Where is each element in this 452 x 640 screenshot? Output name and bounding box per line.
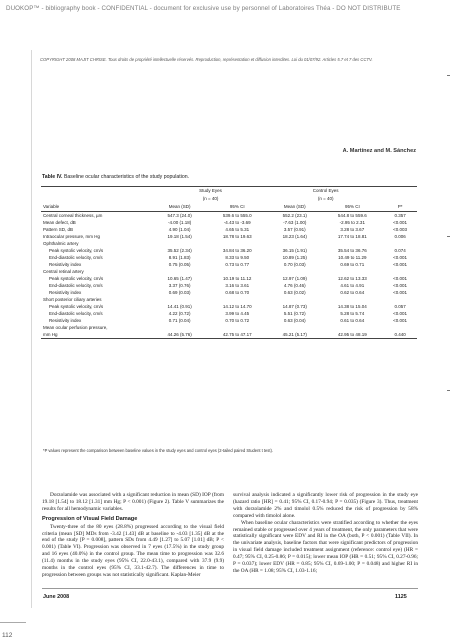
table-row — [41, 317, 417, 324]
control-ci-cell: 17.74 to 18.81 — [337, 234, 367, 239]
p-value-cell: 0.006 — [394, 234, 406, 239]
study-ci-cell: 0.68 to 0.70 — [225, 290, 250, 295]
study-mean-cell: 14.41 (0.91) — [167, 304, 192, 309]
study-ci-cell — [206, 268, 268, 275]
paragraph: survival analysis indicated a significantly lower risk of progression in the study eye (hazard ratio [HR] = 0.41; 95% CI, 0.17-0.94; P = 0.035) (Figure 3). Thus, treatment with dorzolamide 2% and timolol 0.5% reduced the risk of progression by 58% compared with timolol alone. — [233, 492, 418, 519]
control-ci-cell: 0.61 to 0.64 — [340, 318, 365, 323]
study-mean-cell: 35.52 (2.34) — [167, 248, 192, 253]
table-row — [41, 310, 417, 317]
p-value-cell — [383, 324, 417, 331]
n-control: (n = 40) — [317, 195, 334, 201]
p-value-cell: <0.001 — [393, 311, 408, 316]
control-mean-cell: 36.15 (1.91) — [282, 248, 307, 253]
p-value-cell — [383, 296, 417, 303]
margin-tick — [447, 236, 450, 237]
column-header: Variable — [41, 202, 153, 212]
study-ci-cell: 3.16 to 3.61 — [225, 283, 250, 288]
table-row — [41, 240, 417, 247]
control-mean-cell: 4.76 (0.46) — [283, 283, 306, 288]
paragraph: Twenty-three of the 80 eyes (28.8%) progressed according to the visual field criteria (mean [SD] MDs from -3.42 [1.43] dB at baseline to -4.03 [1.35] dB at the end of the study [P = 0.008], pattern SDs from 4.49 [1.27] to 5.07 [1.01] dB; P < 0.001) (Table VI). Progression was observed in 7 eyes (17.5%) in the study group and 16 eyes (40.0%) in the control group. The mean time to progression was 32.6 (11.4) months in the study eyes (95% CI, 22.0-43.1), compared with 37.9 (9.9) months in the control eyes (95% CI, 33.1-42.7). The differences in time to progression between groups was not statistically significant. Kaplan-Meier — [42, 523, 224, 578]
study-mean-cell: 4.22 (0.72) — [168, 311, 191, 316]
study-mean-cell: 0.71 (0.04) — [168, 318, 191, 323]
study-mean-cell — [153, 240, 206, 247]
study-ci-cell: 14.12 to 14.70 — [222, 304, 252, 309]
control-ci-cell: 14.38 to 15.04 — [337, 304, 367, 309]
control-mean-cell — [268, 324, 321, 331]
study-mean-cell: 0.75 (0.05) — [168, 262, 191, 267]
table-row — [41, 254, 417, 261]
study-mean-cell: -4.00 (1.18) — [168, 220, 192, 225]
variable-cell: Central corneal thickness, µm — [43, 213, 103, 218]
running-head-authors: A. Martínez and M. Sánchez — [342, 148, 416, 154]
table-caption — [42, 174, 189, 180]
group-control-eyes: Control Eyes — [268, 187, 383, 195]
table-footnote: *P values represent the comparison between baseline values in the study eyes and control eyes (2-tailed paired Student t test). — [43, 448, 273, 453]
study-ci-cell: 539.6 to 555.0 — [222, 213, 252, 218]
control-ci-cell — [321, 240, 383, 247]
paragraph: When baseline ocular characteristics were stratified according to whether the eyes remained stable or progressed over 4 years of treatment, the only parameters that were statistically significant were EDV and RI in the OA (both, P < 0.001) (Table VII). In the univariate analysis, baseline factors that were significant predictors of progression in visual field damage included treatment assignment (reference: control eye) (HR = 0.47; 95% CI, 0.25-0.86; P = 0.015); lower mean IOP (HR = 0.51; 95% CI, 0.27-0.96; P = 0.037); lower EDV (HR = 0.85; 95% CI, 0.69-1.00; P = 0.048) and higher RI in the OA (HR = 1.08; 95% CI, 1.03-1.16; — [233, 519, 418, 574]
study-ci-cell: 0.70 to 0.72 — [225, 318, 250, 323]
control-mean-cell: 10.89 (1.25) — [282, 255, 307, 260]
study-mean-cell: 3.37 (0.76) — [168, 283, 191, 288]
column-header: Mean (SD) — [268, 202, 321, 212]
control-ci-cell — [321, 268, 383, 275]
confidential-banner: DUOKOP™ - bibliography book - CONFIDENTIAL - document for exclusive use by personnel of Laboratoires Théa - DO NOT DISTRIBUTE — [6, 5, 401, 12]
p-value-cell: 0.057 — [394, 304, 406, 309]
p-value-cell — [383, 268, 417, 275]
study-mean-cell: 4.90 (1.04) — [168, 227, 191, 232]
table-row — [41, 296, 417, 303]
variable-cell: mm Hg — [41, 331, 153, 339]
variable-cell: End-diastolic velocity, cm/s — [49, 255, 103, 260]
variable-cell: Intraocular pressure, mm Hg — [43, 234, 101, 239]
control-mean-cell: 14.87 (0.73) — [282, 304, 307, 309]
variable-cell: Resistivity index — [49, 262, 82, 267]
study-mean-cell — [153, 268, 206, 275]
study-ci-cell — [206, 296, 268, 303]
footer-rule — [42, 588, 418, 589]
p-value-cell: <0.001 — [393, 276, 408, 281]
study-mean-cell: 547.3 (24.0) — [167, 213, 192, 218]
copyright-notice: COPYRIGHT 2008 MAJIT CHRISE. Tous droits de propriété intellectuelle réservés. Reproduction, représentation et diffusion interdites. Loi du 01/07/92. Articles 5.7 et 7 des CCTV. — [40, 57, 373, 62]
table-row — [41, 226, 417, 233]
table-title: Baseline ocular characteristics of the study population. — [63, 174, 190, 180]
study-mean-cell: 19.18 (1.54) — [167, 234, 192, 239]
issue-date: June 2008 — [43, 594, 70, 600]
table-row — [41, 233, 417, 240]
table-row — [41, 275, 417, 282]
p-value-cell: <0.001 — [393, 262, 408, 267]
variable-cell: Resistivity index — [49, 290, 82, 295]
table-row — [41, 219, 417, 226]
n-study: (n = 40) — [202, 195, 219, 201]
variable-cell: Peak systolic velocity, cm/s — [49, 248, 104, 253]
table-row — [41, 331, 417, 339]
control-ci-cell: 0.62 to 0.64 — [340, 290, 365, 295]
table-row — [41, 261, 417, 268]
table-header-blank — [41, 187, 153, 195]
body-column-left — [42, 492, 224, 579]
variable-cell: Pattern SD, dB — [43, 227, 74, 232]
control-ci-cell: 544.8 to 559.6 — [337, 213, 367, 218]
control-mean-cell: 552.2 (23.1) — [282, 213, 307, 218]
study-ci-cell — [206, 240, 268, 247]
page-edge — [31, 50, 32, 608]
table-header-blank — [383, 187, 417, 195]
control-mean-cell: -7.63 (1.00) — [283, 220, 307, 225]
table-row — [41, 324, 417, 331]
p-value-cell: <0.001 — [393, 290, 408, 295]
baseline-characteristics-table — [41, 186, 417, 339]
paragraph: Dorzolamide was associated with a significant reduction in mean (SD) IOP (from 19.18 [1.54] to 18.12 [1.31] mm Hg; P < 0.001) (Figure 2). Table V summarizes the results for all hemodynamic variables. — [42, 492, 224, 512]
study-ci-cell — [206, 324, 268, 331]
study-mean-cell: 44.26 (5.76) — [153, 331, 206, 339]
control-mean-cell: 0.63 (0.04) — [283, 318, 306, 323]
column-header: 95% CI — [206, 202, 268, 212]
study-mean-cell: 8.91 (1.83) — [168, 255, 191, 260]
control-ci-cell: 42.95 to 48.19 — [321, 331, 383, 339]
study-ci-cell: 4.65 to 5.31 — [225, 227, 250, 232]
control-mean-cell: 0.70 (0.03) — [283, 262, 306, 267]
control-mean-cell — [268, 240, 321, 247]
control-mean-cell: 0.63 (0.02) — [283, 290, 306, 295]
body-column-right — [233, 492, 418, 575]
table-row — [41, 212, 417, 220]
study-ci-cell: 34.84 to 36.20 — [222, 248, 252, 253]
study-ci-cell: 3.99 to 4.45 — [225, 311, 250, 316]
control-mean-cell — [268, 268, 321, 275]
control-mean-cell: 5.51 (0.72) — [283, 311, 306, 316]
control-ci-cell: 10.49 to 11.29 — [338, 255, 367, 260]
variable-cell: Resistivity index — [49, 318, 82, 323]
p-value-cell: <0.003 — [393, 227, 408, 232]
control-ci-cell: 4.61 to 4.91 — [340, 283, 365, 288]
table-number: Table IV. — [42, 174, 63, 180]
book-page-number: 112 — [2, 632, 13, 639]
control-mean-cell: 18.23 (1.64) — [282, 234, 307, 239]
table-row — [41, 303, 417, 310]
p-value-cell: <0.001 — [393, 255, 408, 260]
control-mean-cell: 45.21 (5.17) — [268, 331, 321, 339]
control-ci-cell: -2.95 to 2.31 — [339, 220, 365, 225]
study-mean-cell: 0.69 (0.03) — [168, 290, 191, 295]
table-row — [41, 282, 417, 289]
p-value-cell: <0.001 — [393, 318, 408, 323]
p-value-cell: <0.001 — [393, 220, 408, 225]
table-body — [41, 212, 417, 339]
variable-cell: End-diastolic velocity, cm/s — [49, 311, 103, 316]
p-value-cell: <0.001 — [393, 283, 408, 288]
variable-cell: Peak systolic velocity, cm/s — [49, 304, 104, 309]
study-ci-cell: -4.43 to -3.69 — [223, 220, 251, 225]
page-number: 1125 — [395, 594, 407, 600]
control-ci-cell: 0.69 to 0.71 — [340, 262, 365, 267]
section-heading: Progression of Visual Field Damage — [42, 515, 138, 522]
p-value-cell: 0.074 — [394, 248, 406, 253]
control-mean-cell: 12.97 (1.09) — [282, 276, 307, 281]
variable-cell: Ophthalmic artery — [43, 241, 79, 246]
variable-cell: Peak systolic velocity, cm/s — [49, 276, 104, 281]
study-ci-cell: 0.73 to 0.77 — [225, 262, 250, 267]
control-ci-cell — [321, 324, 383, 331]
table-row — [41, 268, 417, 275]
control-ci-cell: 5.28 to 5.74 — [340, 311, 365, 316]
control-mean-cell: 3.57 (0.91) — [283, 227, 306, 232]
control-ci-cell: 35.54 to 36.76 — [337, 248, 367, 253]
study-ci-cell: 8.33 to 9.50 — [225, 255, 250, 260]
variable-cell: Short posterior ciliary arteries — [43, 297, 102, 302]
p-value-cell: 0.357 — [394, 213, 406, 218]
margin-tick — [447, 390, 450, 391]
control-ci-cell: 12.62 to 13.33 — [337, 276, 367, 281]
p-value-cell: 0.440 — [383, 331, 417, 339]
variable-cell: Mean ocular perfusion pressure, — [43, 325, 108, 330]
table-row — [41, 247, 417, 254]
study-ci-cell: 42.75 to 47.17 — [206, 331, 268, 339]
book-margin-rule — [0, 622, 26, 623]
study-mean-cell — [153, 296, 206, 303]
p-value-cell — [383, 240, 417, 247]
study-mean-cell: 10.65 (1.47) — [167, 276, 192, 281]
group-study-eyes: Study Eyes — [153, 187, 268, 195]
study-ci-cell: 18.78 to 19.63 — [222, 234, 252, 239]
column-header: Mean (SD) — [153, 202, 206, 212]
study-ci-cell: 10.19 to 11.12 — [222, 276, 252, 281]
column-header: P* — [383, 202, 417, 212]
table-row — [41, 289, 417, 296]
control-mean-cell — [268, 296, 321, 303]
control-ci-cell — [321, 296, 383, 303]
column-header: 95% CI — [321, 202, 383, 212]
variable-cell: Central retinal artery — [43, 269, 84, 274]
margin-tick — [447, 75, 450, 76]
study-mean-cell — [153, 324, 206, 331]
variable-cell: Mean defect, dB — [43, 220, 76, 225]
variable-cell: End-diastolic velocity, cm/s — [49, 283, 103, 288]
control-ci-cell: 3.28 to 3.67 — [340, 227, 365, 232]
